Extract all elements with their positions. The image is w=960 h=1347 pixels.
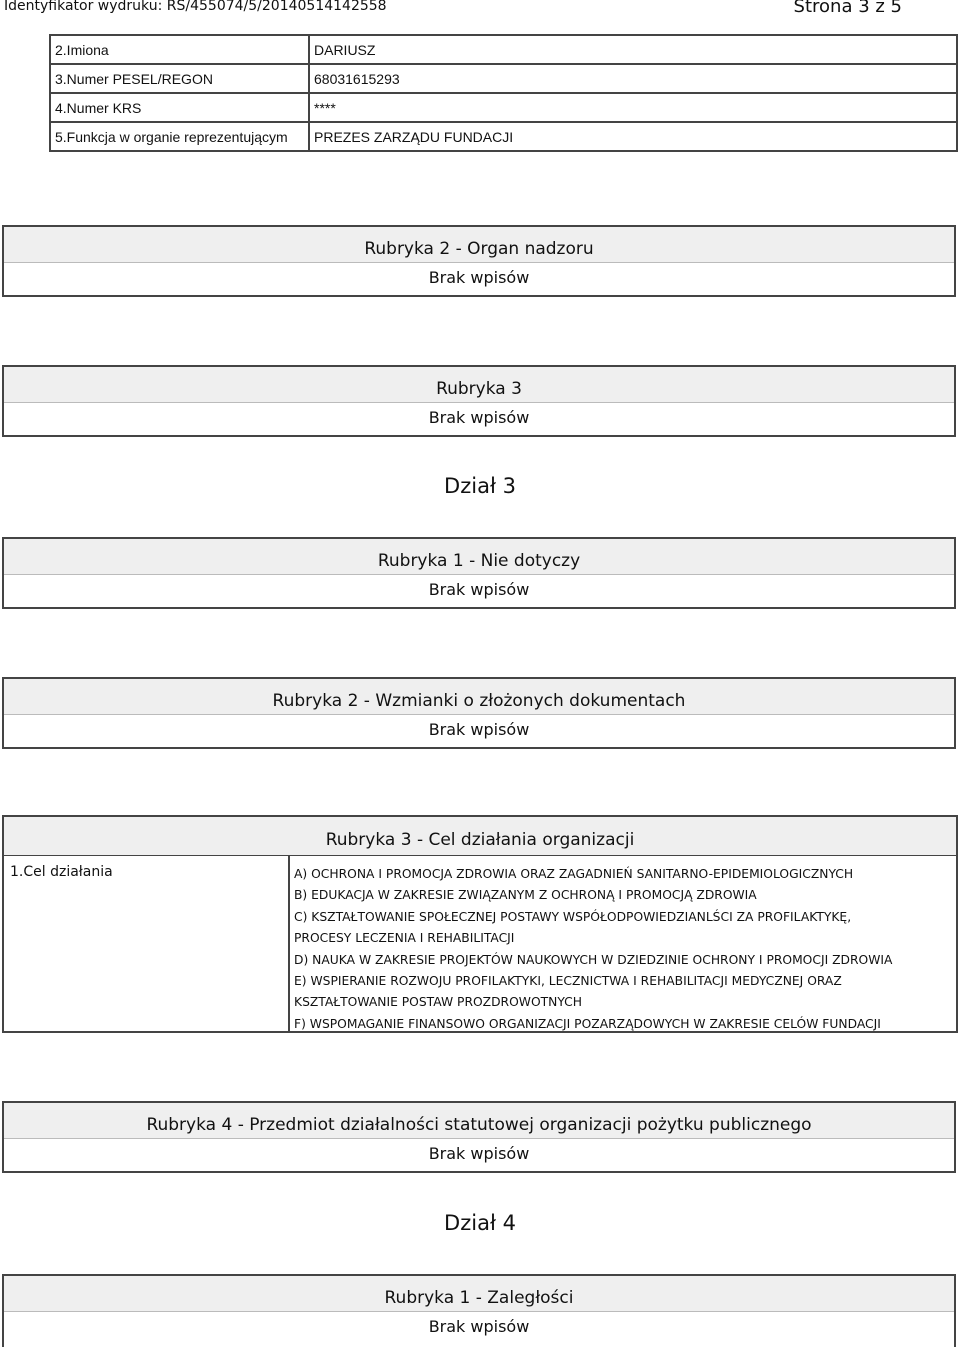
row-value: DARIUSZ [309,35,957,64]
section-title: Rubryka 4 - Przedmiot działalności statutowej organizacji pożytku publicznego [4,1103,954,1139]
section-title: Rubryka 3 [4,367,954,403]
row-label: 1.Cel działania [4,856,290,1032]
goal-line: F) WSPOMAGANIE FINANSOWO ORGANIZACJI POZARZĄDOWYCH W ZAKRESIE CELÓW FUNDACJI [294,1016,881,1031]
table-row [4,855,956,1032]
row-label: 5.Funkcja w organie reprezentującym [50,122,309,151]
row-value: PREZES ZARZĄDU FUNDACJI [309,122,957,151]
empty-entries: Brak wpisów [4,1312,954,1347]
goal-line: B) EDUKACJA W ZAKRESIE ZWIĄZANYM Z OCHRONĄ I PROMOCJĄ ZDROWIA [294,888,757,903]
section-wzmianki [2,677,956,749]
section-title: Rubryka 1 - Zaległości [4,1276,954,1312]
goal-line: A) OCHRONA I PROMOCJA ZDROWIA ORAZ ZAGADNIEŃ SANITARNO-EPIDEMIOLOGICZNYCH [294,867,854,881]
section-title: Rubryka 1 - Nie dotyczy [4,539,954,575]
table-row [50,64,957,93]
print-identifier: Identyfikator wydruku: RS/455074/5/20140514142558 [4,0,387,14]
section-nie-dotyczy [2,537,956,609]
dzial-4-heading: Dział 4 [444,1211,516,1235]
row-value: **** [309,93,957,122]
section-przedmiot [2,1101,956,1173]
row-value: 68031615293 [309,64,957,93]
section-zaleglosci [2,1274,956,1347]
goal-line: PROCESY LECZENIA I REHABILITACJI [294,931,515,946]
section-rubryka-3 [2,365,956,437]
goal-line: C) KSZTAŁTOWANIE SPOŁECZNEJ POSTAWY WSPÓŁODPOWIEDZIANLŚCI ZA PROFILAKTYKĘ, [294,909,852,924]
section-title: Rubryka 2 - Wzmianki o złożonych dokumentach [4,679,954,715]
row-label: 4.Numer KRS [50,93,309,122]
table-row [50,93,957,122]
table-row [50,122,957,151]
section-title: Rubryka 3 - Cel działania organizacji [4,817,956,855]
section-title: Rubryka 2 - Organ nadzoru [4,227,954,263]
goal-line: D) NAUKA W ZAKRESIE PROJEKTÓW NAUKOWYCH W DZIEDZINIE OCHRONY I PROMOCJI ZDROWIA [294,952,893,967]
goal-line: KSZTAŁTOWANIE POSTAW PROZDROWOTNYCH [294,995,583,1010]
section-organ-nadzoru [2,225,956,297]
dzial-3-heading: Dział 3 [444,474,516,498]
empty-entries: Brak wpisów [4,403,954,435]
empty-entries: Brak wpisów [4,1139,954,1171]
row-label: 2.Imiona [50,35,309,64]
empty-entries: Brak wpisów [4,263,954,295]
person-table [49,34,958,152]
table-row [50,35,957,64]
section-cel-dzialania [2,815,958,1033]
goals-list [294,864,892,1035]
page-number: Strona 3 z 5 [793,0,902,17]
row-label: 3.Numer PESEL/REGON [50,64,309,93]
goal-line: E) WSPIERANIE ROZWOJU PROFILAKTYKI, LECZNICTWA I REHABILITACJI MEDYCZNEJ ORAZ [294,974,842,989]
empty-entries: Brak wpisów [4,715,954,747]
empty-entries: Brak wpisów [4,575,954,607]
